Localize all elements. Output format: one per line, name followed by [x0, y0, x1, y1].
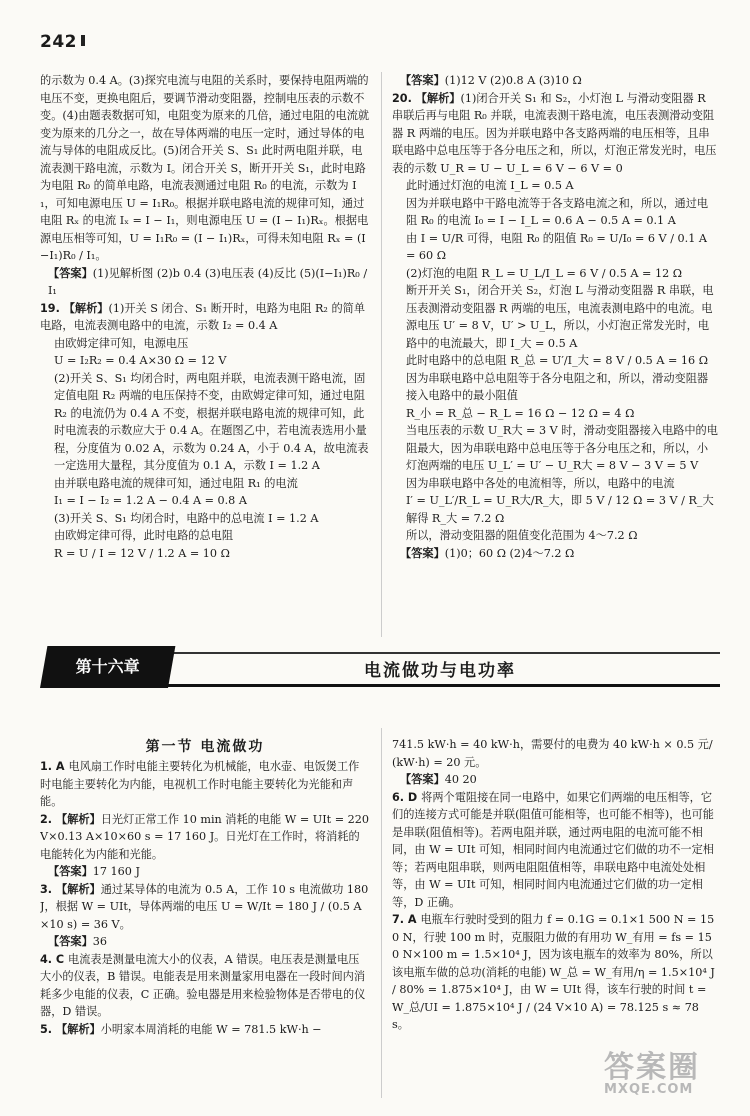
question-number: 20.: [392, 91, 416, 105]
paragraph-text: 日光灯正常工作 10 min 消耗的电能 W = UIt = 220 V×0.13 A×10×60 s = 17 160 J。日光灯在工作时，将消耗的电能转化为内能和光能。: [40, 812, 369, 861]
text-paragraph: [40, 475, 370, 493]
paragraph-text: 此时通过灯泡的电流 I_L = 0.5 A: [406, 179, 574, 192]
column-divider: [381, 72, 382, 637]
paragraph-text: (2)开关 S、S₁ 均闭合时，两电阻并联，电流表测干路电流，固定值电阻 R₂ 两端的电压保持不变，由欧姆定律可知，通过电阻 R₂ 的电流仍为 0.4 A 不变，根据并联电路电流的规律可知，此时电流表的示数应大于 0.4 A。在题图乙中，若电流表选用小量程，分度值为 0.02 A，示数为 0.24 A，小于 0.4 A，故电流表一定选用大量程，其分度值为 0.1 A，示数 I = 1.2 A: [54, 371, 369, 472]
answer-label: 【答案】: [48, 865, 93, 878]
text-paragraph: [392, 177, 718, 195]
text-paragraph: [392, 370, 718, 405]
paragraph-text: (1)闭合开关 S₁ 和 S₂，小灯泡 L 与滑动变阻器 R 串联后再与电阻 R₀ 并联，电流表测干路电流，电压表测滑动变阻器 R 两端的电压。因为并联电路中各支路两端的电压相等，且串联电路中总电压等于各分电压之和，所以，灯泡正常发光时，电压表的示数 U_R = U − U_L = 6 V − 6 V = 0: [392, 91, 717, 175]
text-paragraph: [40, 863, 370, 881]
text-paragraph: [40, 1021, 370, 1039]
paragraph-text: 由欧姆定律可得，此时电路的总电阻: [54, 529, 234, 542]
answer-label: 【答案】: [48, 935, 93, 948]
text-paragraph: [40, 492, 370, 510]
text-paragraph: [392, 475, 718, 493]
text-paragraph: [392, 736, 718, 771]
text-paragraph: [392, 422, 718, 475]
paragraph-text: (1)开关 S 闭合、S₁ 断开时，电路为电阻 R₂ 的简单电路，电流表测电路中的电流，示数 I₂ = 0.4 A: [40, 301, 366, 332]
column-divider-bottom: [381, 728, 382, 1098]
paragraph-text: 因为串联电路中各处的电流相等，所以，电路中的电流: [406, 476, 675, 490]
text-paragraph: [40, 370, 370, 475]
text-paragraph: [392, 510, 718, 528]
text-paragraph: [40, 300, 370, 335]
section-title: 第一节 电流做功: [145, 739, 265, 755]
paragraph-text: 17 160 J: [92, 865, 140, 878]
question-number: 19.: [40, 301, 64, 315]
paragraph-text: 小明家本周消耗的电能 W = 781.5 kW·h −: [100, 1022, 322, 1036]
paragraph-text: 因为并联电路中干路电流等于各支路电流之和，所以，通过电阻 R₀ 的电流 I₀ = I − I_L = 0.6 A − 0.5 A = 0.1 A: [406, 196, 709, 227]
text-paragraph: [392, 527, 718, 545]
text-paragraph: [40, 933, 370, 951]
paragraph-text: 此时电路中的总电阻 R_总 = U′/I_大 = 8 V / 0.5 A = 16 Ω: [406, 354, 708, 367]
text-paragraph: [392, 282, 718, 352]
text-paragraph: [40, 951, 370, 1021]
answer-label: 【答案】: [400, 546, 445, 560]
left-column-bottom: [40, 758, 370, 1098]
left-column-top: [40, 72, 370, 637]
text-paragraph: [392, 72, 718, 90]
paragraph-text: (1)0；60 Ω (2)4～7.2 Ω: [444, 546, 575, 560]
paragraph-text: I′ = U_L′/R_L = U_R大/R_大，即 5 V / 12 Ω = 3 V / R_大: [406, 494, 714, 507]
text-paragraph: [392, 911, 718, 1034]
text-paragraph: [392, 230, 718, 265]
text-paragraph: [392, 492, 718, 510]
analysis-label: 【解析】: [415, 91, 461, 105]
question-number: 7. A: [392, 913, 421, 926]
answer-label: 【答案】: [48, 266, 93, 280]
text-paragraph: [392, 545, 718, 563]
text-paragraph: [392, 771, 718, 789]
paragraph-text: I₁ = I − I₂ = 1.2 A − 0.4 A = 0.8 A: [54, 494, 247, 507]
text-paragraph: [40, 335, 370, 353]
paragraph-text: 电流表是测量电流大小的仪表，A 错误。电压表是测量电压大小的仪表，B 错误。电能表是用来测量家用电器在一段时间内消耗多少电能的仪表，C 正确。验电器是用来检验物体是否带电的仪器，D 错误。: [40, 952, 366, 1018]
paragraph-text: 通过某导体的电流为 0.5 A，工作 10 s 电流做功 180 J，根据 W = UIt，导体两端的电压 U = W/It = 180 J / (0.5 A×10 s) = 36 V。: [40, 882, 369, 931]
watermark-logo: 答案圈 MXQE.COM: [604, 1050, 700, 1097]
chapter-title: 电流做功与电功率: [364, 661, 516, 681]
right-column-bottom: [392, 736, 718, 1036]
text-paragraph: [40, 811, 370, 864]
question-number: 2.: [40, 812, 56, 826]
chapter-header: [40, 646, 720, 688]
question-number: 4. C: [40, 952, 69, 966]
analysis-label: 【解析】: [55, 882, 101, 896]
analysis-label: 【解析】: [63, 301, 109, 315]
paragraph-text: R = U / I = 12 V / 1.2 A = 10 Ω: [54, 546, 230, 560]
text-paragraph: [392, 195, 718, 230]
paragraph-text: 由 I = U/R 可得，电阻 R₀ 的阻值 R₀ = U/I₀ = 6 V / 0.1 A = 60 Ω: [406, 231, 707, 262]
paragraph-text: 电风扇工作时电能主要转化为机械能，电水壶、电饭煲工作时电能主要转化为内能，电视机工作时电能主要转化为光能和声能。: [40, 760, 360, 808]
paragraph-text: 电瓶车行驶时受到的阻力 f = 0.1G = 0.1×1 500 N = 150 N，行驶 100 m 时，克服阻力做的有用功 W_有用 = fs = 150 N×100 m = 1.5×10⁴ J，因为该电瓶车的效率为 80%，所以该电瓶车做的总功(消耗的电能) W_总 = W_有用/η = 1.5×10⁴ J / 80% = 1.875×10⁴ J，由 W = UIt 得，该车行驶的时间 t = W_总/UI = 1.875×10⁴ J / (24 V×10 A) = 78.125 s ≈ 78 s。: [392, 913, 715, 1031]
right-column-top: [392, 72, 718, 637]
text-paragraph: [40, 758, 370, 811]
text-paragraph: [40, 527, 370, 545]
text-paragraph: [40, 265, 370, 300]
question-number: 3.: [40, 882, 56, 896]
paragraph-text: 当电压表的示数 U_R大 = 3 V 时，滑动变阻器接入电路中的电阻最大，因为串联电路中总电压等于各分电压之和，所以，小灯泡两端的电压 U_L′ = U′ − U_R大 = 8 V − 3 V = 5 V: [406, 424, 718, 472]
text-paragraph: [40, 352, 370, 370]
paragraph-text: 741.5 kW·h = 40 kW·h，需要付的电费为 40 kW·h × 0.5 元/(kW·h) = 20 元。: [392, 738, 713, 769]
text-paragraph: [392, 90, 718, 178]
answer-label: 【答案】: [400, 74, 445, 87]
question-number: 5.: [40, 1022, 56, 1036]
question-number: 6. D: [392, 790, 422, 804]
text-paragraph: [392, 789, 718, 912]
paragraph-text: 所以，滑动变阻器的阻值变化范围为 4～7.2 Ω: [406, 529, 638, 542]
paragraph-text: (2)灯泡的电阻 R_L = U_L/I_L = 6 V / 0.5 A = 12 Ω: [406, 266, 683, 280]
paragraph-text: 的示数为 0.4 A。(3)探究电流与电阻的关系时，要保持电阻两端的电压不变，更换电阻后，要调节滑动变阻器，控制电压表的示数不变。(4)由题表数据可知，电阻变为原来的几倍，通过电阻的电流就变为原来的几分之一，故在导体两端的电压一定时，通过导体的电流与导体的电阻成反比。(5)闭合开关 S、S₁ 此时两电阻并联，电流表测干路电流，示数为 I。闭合开关 S，断开开关 S₁，此时电路为电阻 R₀ 的简单电路，电流表测通过电阻 R₀ 的电流，示数为 I₁，可知电源电压 U = I₁R₀。根据并联电路电流的规律可知，通过电阻 Rₓ 的电流 Iₓ = I − I₁，则电源电压 U = (I − I₁)Rₓ。根据电源电压相等可知，U = I₁R₀ = (I − I₁)Rₓ，可得未知电阻 Rₓ = (I−I₁)R₀ / I₁。: [40, 74, 370, 262]
text-paragraph: [40, 72, 370, 265]
text-paragraph: [40, 510, 370, 528]
paragraph-text: 由欧姆定律可知，电源电压: [54, 336, 189, 350]
question-number: 1. A: [40, 760, 69, 773]
answer-label: 【答案】: [400, 773, 445, 786]
paragraph-text: 由并联电路电流的规律可知，通过电阻 R₁ 的电流: [54, 476, 298, 490]
paragraph-text: 将两个電阻接在同一电路中，如果它们两端的电压相等，它们的连接方式可能是并联(阻值可能相等，也可能不相等)，也可能是串联(阻值相等)。若两电阻并联，通过两电阻的电流可能不相同，由 W = UIt 可知，相同时间内电流通过它们做的功不一定相等；若两电阻串联，则两电阻阻值相等，串联电路中电流处处相等，由 W = UIt 可知，相同时间内电流通过它们做的功一定相等，D 正确。: [392, 790, 714, 909]
analysis-label: 【解析】: [55, 812, 101, 826]
paragraph-text: R_小 = R_总 − R_L = 16 Ω − 12 Ω = 4 Ω: [406, 406, 635, 420]
paragraph-text: 断开开关 S₁，闭合开关 S₂，灯泡 L 与滑动变阻器 R 串联，电压表测滑动变阻器 R 两端的电压，电流表测电路中的电流。电源电压 U′ = 8 V，U′ > U_L，所以，小灯泡正常发光时，电路中的电流最大，即 I_大 = 0.5 A: [406, 284, 714, 350]
page-number: 242: [40, 32, 85, 52]
analysis-label: 【解析】: [55, 1022, 101, 1036]
paragraph-text: 40 20: [444, 773, 477, 786]
text-paragraph: [392, 352, 718, 370]
paragraph-text: (3)开关 S、S₁ 均闭合时，电路中的总电流 I = 1.2 A: [54, 511, 319, 525]
text-paragraph: [392, 265, 718, 283]
text-paragraph: [40, 545, 370, 563]
text-paragraph: [40, 881, 370, 934]
paragraph-text: 解得 R_大 = 7.2 Ω: [406, 511, 505, 525]
paragraph-text: (1)见解析图 (2)b 0.4 (3)电压表 (4)反比 (5)(I−I₁)R₀ / I₁: [48, 266, 368, 297]
paragraph-text: U = I₂R₂ = 0.4 A×30 Ω = 12 V: [54, 354, 227, 367]
text-paragraph: [392, 405, 718, 423]
paragraph-text: 因为串联电路中总电阻等于各分电阻之和，所以，滑动变阻器接入电路中的最小阻值: [406, 371, 709, 402]
chapter-tag: 第十六章: [40, 646, 175, 688]
paragraph-text: (1)12 V (2)0.8 A (3)10 Ω: [444, 74, 582, 87]
paragraph-text: 36: [92, 935, 108, 948]
